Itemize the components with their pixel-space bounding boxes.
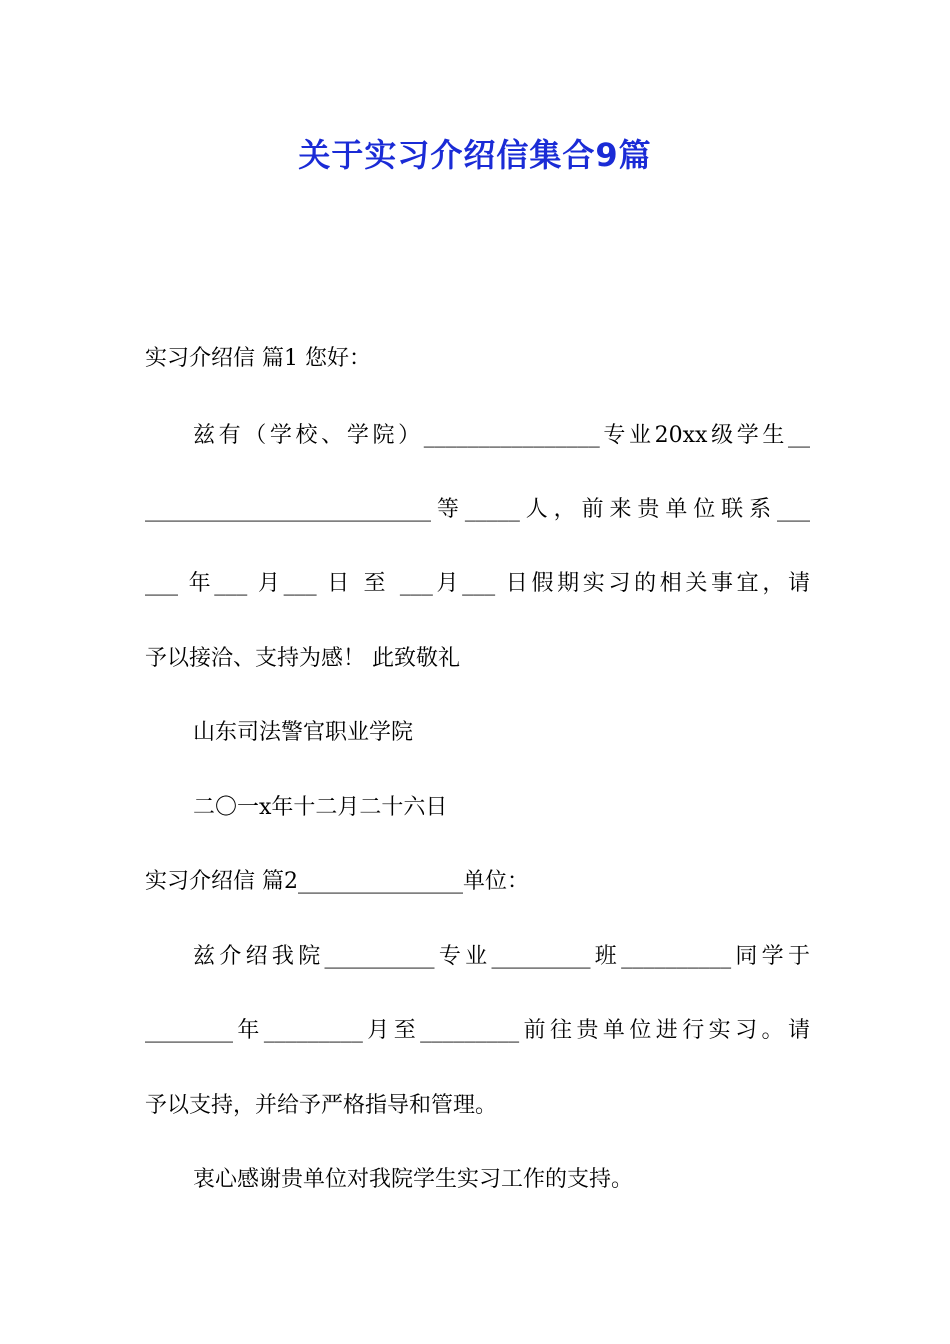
paragraph-line: ___ 年___ 月___ 日 至 ___月___ 日假期实习的相关事宜，请 [145,571,810,596]
document-title: 关于实习介绍信集合9篇 [298,136,652,174]
paragraph-line: 衷心感谢贵单位对我院学生实习工作的支持。 [193,1167,634,1192]
signature-date: 二〇一x年十二月二十六日 [193,795,448,820]
paragraph-line: 兹有（学校、学院）________________专业20xx级学生__ [193,423,810,448]
section-heading-letter-2: 实习介绍信 篇2_______________单位： [145,869,529,894]
signature-institution: 山东司法警官职业学院 [193,720,414,745]
paragraph-line: 予以接洽、支持为感！ 此致敬礼 [145,646,460,671]
paragraph-line: ________年_________月至_________前往贵单位进行实习。请 [145,1018,810,1043]
paragraph-line: 予以支持，并给予严格指导和管理。 [145,1093,498,1118]
section-heading-letter-1: 实习介绍信 篇1 您好： [145,346,371,371]
paragraph-line: 兹介绍我院__________专业_________班__________同学于 [193,944,810,969]
paragraph-line: __________________________等_____人，前来贵单位联系___ [145,497,810,522]
